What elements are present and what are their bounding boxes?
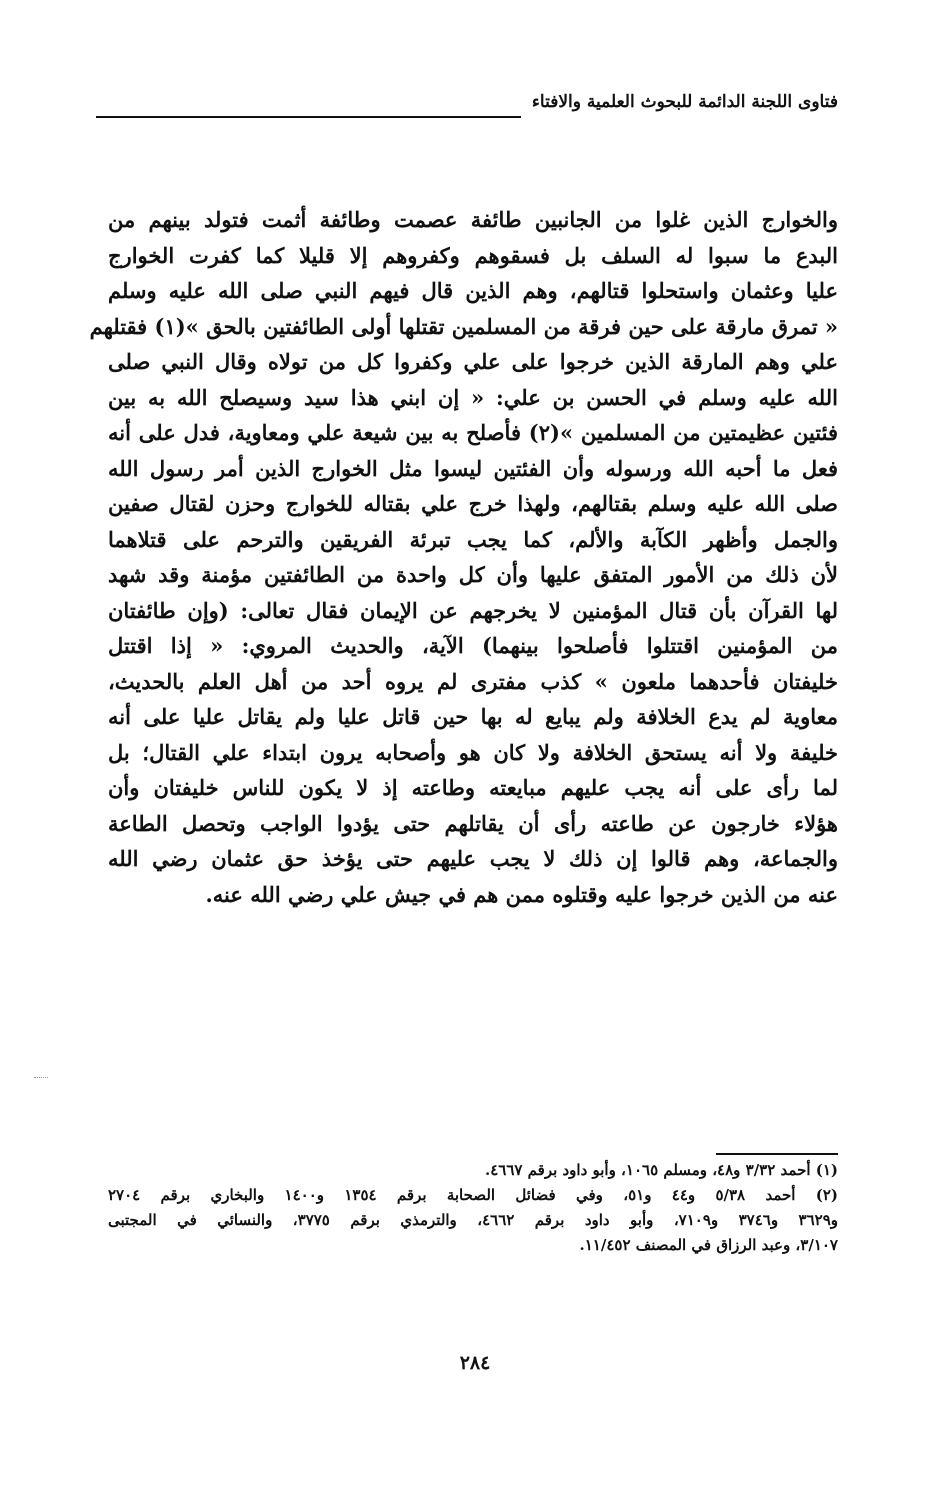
text-line: خليفتان فأحدهما ملعون » كذب مفترى لم يروه أحد من أهل العلم بالحديث،: [108, 668, 838, 694]
text-line: خليفة ولا أنه يستحق الخلافة ولا كان هو وأصحابه يرون ابتداء علي القتال؛ بل: [108, 739, 838, 765]
text-line: لها القرآن بأن قتال المؤمنين لا يخرجهم عن الإيمان فقال تعالى: (وإن طائفتان: [108, 597, 838, 623]
running-header-title: فتاوى اللجنة الدائمة للبحوث العلمية والافتاء: [531, 92, 838, 112]
header-rule: [96, 116, 521, 118]
footnote-2-line: و٣٦٢٩ و٣٧٤٦ و٧١٠٩، وأبو داود برقم ٤٦٦٢، والترمذي برقم ٣٧٧٥، والنسائي في المجتبى: [108, 1211, 839, 1229]
margin-mark: [34, 1077, 48, 1078]
text-line: عليا وعثمان واستحلوا قتالهم، وهم الذين قال فيهم النبي صلى الله عليه وسلم: [108, 278, 838, 303]
footnotes: [108, 1158, 838, 1258]
footnote-rule: [716, 1153, 838, 1155]
text-line: هؤلاء خارجون عن طاعته رأى أن يقاتلهم حتى يؤدوا الواجب وتحصل الطاعة: [108, 810, 838, 836]
text-line: الله عليه وسلم في الحسن بن علي: « إن ابني هذا سيد وسيصلح الله به بين: [108, 384, 838, 410]
main-text: [89, 202, 838, 912]
footnote-1: (١) أحمد ٣/٣٢ و٤٨، ومسلم ١٠٦٥، وأبو داود برقم ٤٦٦٧.: [484, 1161, 838, 1179]
text-line: من المؤمنين اقتتلوا فأصلحوا بينهما) الآية، والحديث المروي: « إذا اقتتل: [108, 633, 838, 658]
page-number: ٢٨٤: [459, 1352, 491, 1374]
text-line: صلى الله عليه وسلم بقتالهم، ولهذا خرج علي بقتاله للخوارج وحزن لقتال صفين: [108, 491, 838, 516]
footnote-2-line: ٣/١٠٧، وعبد الرزاق في المصنف ١١/٤٥٢.: [579, 1236, 838, 1254]
text-line: والخوارج الذين غلوا من الجانبين طائفة عصمت وطائفة أثمت فتولد بينهم من: [108, 207, 838, 232]
text-line: فعل ما أحبه الله ورسوله وأن الفئتين ليسوا مثل الخوارج الذين أمر رسول الله: [108, 455, 838, 481]
text-line: لما رأى على أنه يجب عليهم مبايعته وطاعته إذ لا يكون للناس خليفتان وأن: [108, 775, 838, 800]
text-line: « تمرق مارقة على حين فرقة من المسلمين تقتلها أولى الطائفتين بالحق »(١) فقتلهم: [89, 313, 838, 339]
text-line: والجماعة، وهم قالوا إن ذلك لا يجب عليهم حتى يؤخذ حق عثمان رضي الله: [108, 846, 838, 871]
text-line: لأن ذلك من الأمور المتفق عليها وأن كل واحدة من الطائفتين مؤمنة وقد شهد: [108, 562, 838, 587]
text-line: عنه من الذين خرجوا عليه وقتلوه ممن هم في جيش علي رضي الله عنه.: [205, 881, 838, 907]
text-line: معاوية لم يدع الخلافة ولم يبايع له بها حين قاتل عليا ولم يقاتل عليا على أنه: [108, 704, 838, 729]
text-line: والجمل وأظهر الكآبة والألم، كما يجب تبرئة الفريقين والترحم على قتلاهما: [108, 526, 838, 552]
text-line: فئتين عظيمتين من المسلمين »(٢) فأصلح به بين شيعة علي ومعاوية، فدل على أنه: [108, 420, 838, 445]
text-line: البدع ما سبوا له السلف بل فسقوهم وكفروهم إلا قليلا كما كفرت الخوارج: [108, 242, 838, 268]
text-line: علي وهم المارقة الذين خرجوا على علي وكفروا كل من تولاه وقال النبي صلى: [108, 349, 838, 374]
footnote-2-line: (٢) أحمد ٥/٣٨ و٤٤ و٥١، وفي فضائل الصحابة برقم ١٣٥٤ و١٤٠٠ والبخاري برقم ٢٧٠٤: [108, 1186, 839, 1204]
